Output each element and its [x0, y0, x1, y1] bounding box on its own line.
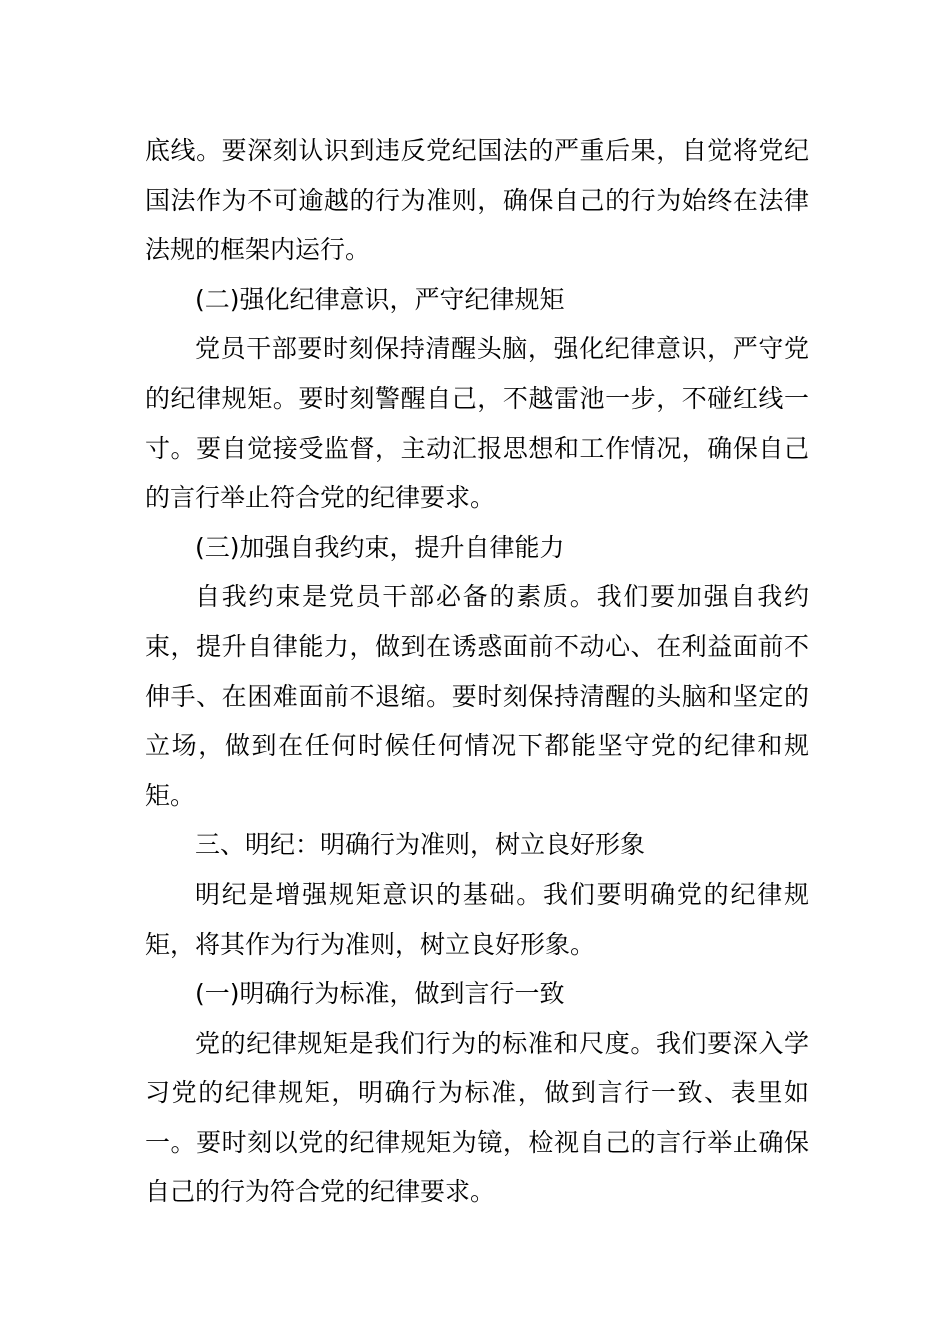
section-heading-3: (三)加强自我约束，提升自律能力: [195, 532, 565, 562]
paragraph-continuation: 底线。要深刻认识到违反党纪国法的严重后果，自觉将党纪国法作为不可逾越的行为准则，确保自己的行为始终在法律法规的框架内运行。: [145, 136, 809, 265]
paragraph: 明纪是增强规矩意识的基础。我们要明确党的纪律规矩，将其作为行为准则，树立良好形象。: [145, 879, 809, 959]
paragraph: 自我约束是党员干部必备的素质。我们要加强自我约束，提升自律能力，做到在诱惑面前不动心、在利益面前不伸手、在困难面前不退缩。要时刻保持清醒的头脑和坚定的立场，做到在任何时候任何情况下都能坚守党的纪律和规矩。: [145, 582, 809, 810]
chapter-heading-3: 三、明纪：明确行为准则，树立良好形象: [195, 830, 646, 860]
section-heading-2: (二)强化纪律意识，严守纪律规矩: [195, 284, 565, 314]
section-heading-1: (一)明确行为标准，做到言行一致: [195, 979, 565, 1009]
paragraph: 党员干部要时刻保持清醒头脑，强化纪律意识，严守党的纪律规矩。要时刻警醒自己，不越雷池一步，不碰红线一寸。要自觉接受监督，主动汇报思想和工作情况，确保自己的言行举止符合党的纪律要求。: [145, 334, 809, 513]
paragraph: 党的纪律规矩是我们行为的标准和尺度。我们要深入学习党的纪律规矩，明确行为标准，做到言行一致、表里如一。要时刻以党的纪律规矩为镜，检视自己的言行举止确保自己的行为符合党的纪律要求。: [145, 1028, 809, 1207]
document-body: [145, 126, 809, 1217]
